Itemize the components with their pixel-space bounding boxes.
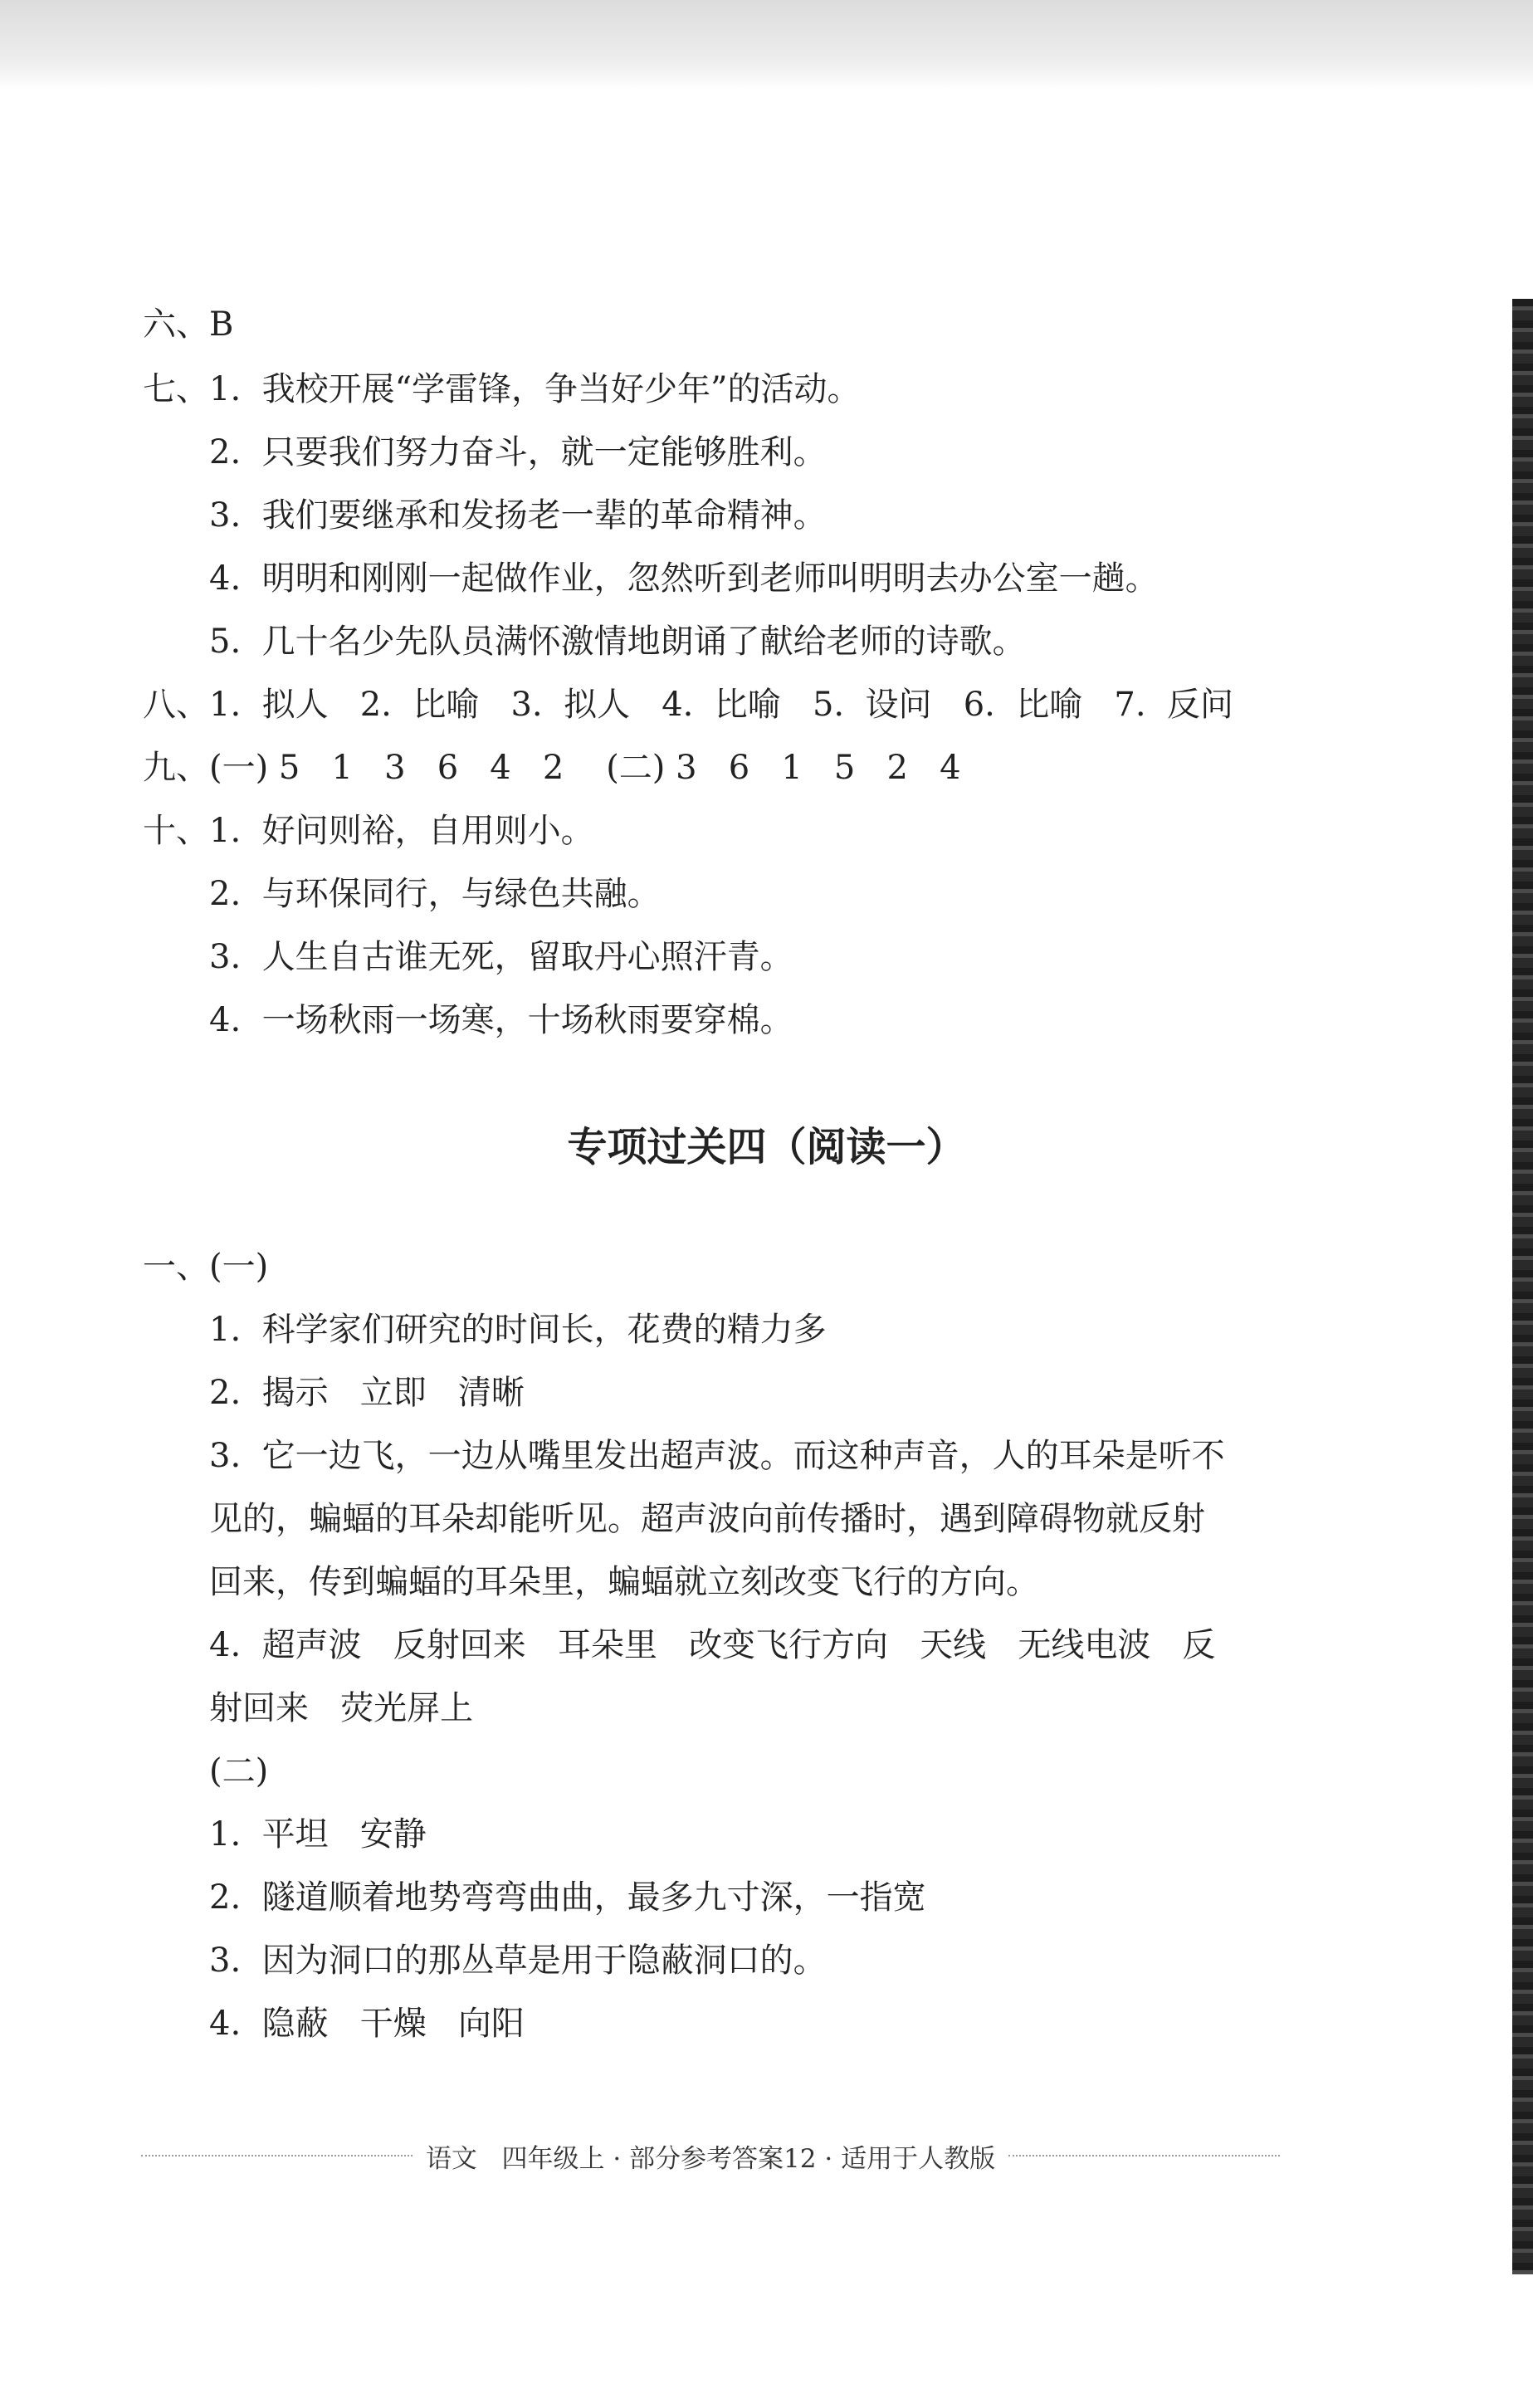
reading-part2-q3: 3. 因为洞口的那丛草是用于隐蔽洞口的。 xyxy=(209,1942,827,1980)
answer-ten-3: 3. 人生自古谁无死，留取丹心照汗青。 xyxy=(209,938,793,976)
reading-part2-heading: (二) xyxy=(209,1752,269,1790)
footer-text: 语文 四年级上 · 部分参考答案12 · 适用于人教版 xyxy=(425,2143,996,2174)
reading-part1-q4-line1: 4. 超声波 反射回来 耳朵里 改变飞行方向 天线 无线电波 反 xyxy=(209,1626,1216,1664)
reading-part2-q1: 1. 平坦 安静 xyxy=(209,1815,427,1854)
reading-part1-q3-line3: 回来，传到蝙蝠的耳朵里，蝙蝠就立刻改变飞行的方向。 xyxy=(209,1563,1039,1601)
answer-nine: 九、(一) 5 1 3 6 4 2 (二) 3 6 1 5 2 4 xyxy=(143,749,961,787)
reading-part1-q1: 1. 科学家们研究的时间长，花费的精力多 xyxy=(209,1311,827,1349)
answer-ten-4: 4. 一场秋雨一场寒，十场秋雨要穿棉。 xyxy=(209,1001,793,1039)
answer-seven-3: 3. 我们要继承和发扬老一辈的革命精神。 xyxy=(209,496,827,535)
reading-part2-q2: 2. 隧道顺着地势弯弯曲曲，最多九寸深，一指宽 xyxy=(209,1878,926,1917)
answer-six: 六、B xyxy=(143,305,234,344)
page-footer xyxy=(141,2135,1280,2176)
answer-seven-4: 4. 明明和刚刚一起做作业，忽然听到老师叫明明去办公室一趟。 xyxy=(209,559,1159,598)
reading-part1-q3-line2: 见的，蝙蝠的耳朵却能听见。超声波向前传播时，遇到障碍物就反射 xyxy=(209,1500,1205,1538)
reading-part1-q3-line1: 3. 它一边飞，一边从嘴里发出超声波。而这种声音，人的耳朵是听不 xyxy=(209,1437,1225,1475)
answer-ten-1: 十、1. 好问则裕，自用则小。 xyxy=(143,812,594,850)
answer-seven-1: 七、1. 我校开展“学雷锋，争当好少年”的活动。 xyxy=(143,370,861,408)
answer-seven-5: 5. 几十名少先队员满怀激情地朗诵了献给老师的诗歌。 xyxy=(209,623,1026,661)
reading-one-heading: 一、(一) xyxy=(143,1248,269,1286)
answer-seven-2: 2. 只要我们努力奋斗，就一定能够胜利。 xyxy=(209,433,827,471)
reading-part1-q2: 2. 揭示 立即 清晰 xyxy=(209,1374,525,1412)
scan-top-band xyxy=(0,0,1533,90)
answer-eight: 八、1. 拟人 2. 比喻 3. 拟人 4. 比喻 5. 设问 6. 比喻 7. 反问 xyxy=(143,686,1234,724)
footer-dotted-rule-right xyxy=(1008,2155,1280,2156)
reading-part2-q4: 4. 隐蔽 干燥 向阳 xyxy=(209,2005,525,2043)
reading-part1-q4-line2: 射回来 荧光屏上 xyxy=(209,1689,474,1727)
scan-page-edge xyxy=(1512,299,1533,2274)
section-title: 专项过关四（阅读一） xyxy=(567,1124,966,1170)
answer-ten-2: 2. 与环保同行，与绿色共融。 xyxy=(209,875,661,913)
footer-dotted-rule-left xyxy=(141,2155,413,2156)
